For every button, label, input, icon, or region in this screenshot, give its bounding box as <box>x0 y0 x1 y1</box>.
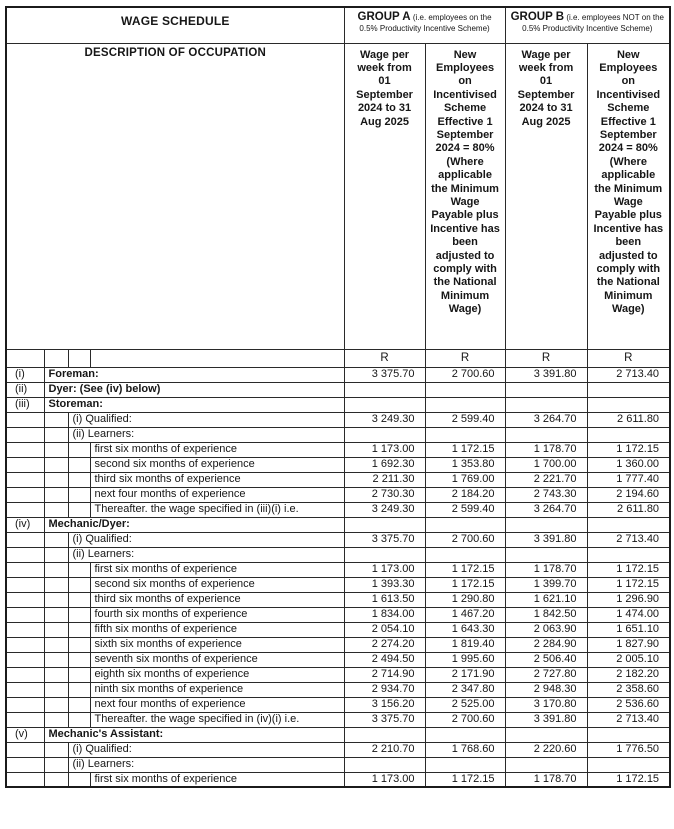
indent-cell <box>68 712 90 727</box>
wage-value <box>344 517 425 532</box>
wage-value: 1 842.50 <box>505 607 587 622</box>
wage-value: 2 714.90 <box>344 667 425 682</box>
occupation-label: first six months of experience <box>90 562 344 577</box>
wage-value: 2 506.40 <box>505 652 587 667</box>
wage-value: 2 347.80 <box>425 682 505 697</box>
wage-value: 1 621.10 <box>505 592 587 607</box>
occupation-label: first six months of experience <box>90 772 344 787</box>
indent-cell <box>68 472 90 487</box>
wage-value: 1 172.15 <box>587 772 670 787</box>
indent-cell <box>68 607 90 622</box>
occupation-label: second six months of experience <box>90 577 344 592</box>
wage-value: 1 173.00 <box>344 772 425 787</box>
wage-value: 1 399.70 <box>505 577 587 592</box>
wage-value: 2 054.10 <box>344 622 425 637</box>
row-number-cell: (ii) <box>6 382 44 397</box>
wage-value <box>587 547 670 562</box>
row-number-cell <box>6 667 44 682</box>
occupation-label: third six months of experience <box>90 472 344 487</box>
wage-value <box>425 757 505 772</box>
wage-value: 1 819.40 <box>425 637 505 652</box>
wage-value <box>344 397 425 412</box>
table-row <box>6 502 670 517</box>
occupation-label: (ii) Learners: <box>68 427 344 442</box>
wage-value: 1 613.50 <box>344 592 425 607</box>
indent-cell <box>44 442 68 457</box>
indent-cell <box>44 607 68 622</box>
wage-value: 2 730.30 <box>344 487 425 502</box>
wage-value <box>344 547 425 562</box>
currency-symbol: R <box>505 349 587 367</box>
indent-cell <box>68 487 90 502</box>
group-a-desc: (i.e. employees on the 0.5% Productivity Incentive Scheme) <box>359 13 492 33</box>
table-row <box>6 652 670 667</box>
row-number-cell <box>6 457 44 472</box>
wage-value: 3 391.80 <box>505 712 587 727</box>
currency-symbol: R <box>344 349 425 367</box>
group-a-name: GROUP A <box>357 11 411 23</box>
occupation-label: eighth six months of experience <box>90 667 344 682</box>
row-number-cell <box>6 607 44 622</box>
wage-value: 1 296.90 <box>587 592 670 607</box>
table-row <box>6 367 670 382</box>
wage-value: 2 934.70 <box>344 682 425 697</box>
row-number-cell <box>6 562 44 577</box>
occupation-label: Thereafter. the wage specified in (iii)(i) i.e. <box>90 502 344 517</box>
occupation-label: (i) Qualified: <box>68 412 344 427</box>
wage-value: 2 727.80 <box>505 667 587 682</box>
occupation-label: Dyer: (See (iv) below) <box>44 382 344 397</box>
wage-value: 1 360.00 <box>587 457 670 472</box>
wage-value: 1 353.80 <box>425 457 505 472</box>
indent-cell <box>44 472 68 487</box>
table-row <box>6 757 670 772</box>
wage-value <box>587 382 670 397</box>
occupation-label: (ii) Learners: <box>68 757 344 772</box>
row-number-cell: (iv) <box>6 517 44 532</box>
wage-value: 1 834.00 <box>344 607 425 622</box>
wage-value: 2 005.10 <box>587 652 670 667</box>
row-number-cell <box>6 532 44 547</box>
wage-value <box>344 757 425 772</box>
table-row <box>6 607 670 622</box>
wage-value: 2 599.40 <box>425 502 505 517</box>
indent-cell <box>44 562 68 577</box>
row-number-cell <box>6 472 44 487</box>
wage-schedule-table <box>5 6 671 788</box>
wage-value: 1 995.60 <box>425 652 505 667</box>
indent-cell <box>44 697 68 712</box>
row-number-cell <box>6 622 44 637</box>
row-number-cell <box>6 742 44 757</box>
wage-value: 1 768.60 <box>425 742 505 757</box>
occupation-label: ninth six months of experience <box>90 682 344 697</box>
indent-cell <box>44 412 68 427</box>
wage-value: 1 172.15 <box>425 562 505 577</box>
table-row <box>6 442 670 457</box>
wage-value: 2 358.60 <box>587 682 670 697</box>
wage-value <box>425 427 505 442</box>
wage-value <box>425 382 505 397</box>
row-number-cell <box>6 577 44 592</box>
wage-value: 2 194.60 <box>587 487 670 502</box>
table-row <box>6 682 670 697</box>
header-row-columns <box>6 43 670 349</box>
group-a-header <box>344 7 505 43</box>
indent-cell <box>44 622 68 637</box>
wage-value <box>587 757 670 772</box>
wage-value: 3 264.70 <box>505 412 587 427</box>
wage-value: 1 173.00 <box>344 562 425 577</box>
wage-value: 2 274.20 <box>344 637 425 652</box>
table-row <box>6 457 670 472</box>
wage-value: 2 525.00 <box>425 697 505 712</box>
group-a-new-employees-header: New Employees on Incentivised Scheme Effective 1 September 2024 = 80% (Where applicable the Minimum Wage Payable plus Incentive has been adjusted to comply with the National Minimum Wage) <box>425 43 505 349</box>
wage-value <box>425 397 505 412</box>
row-number-cell <box>6 592 44 607</box>
wage-value: 2 713.40 <box>587 712 670 727</box>
wage-value <box>344 427 425 442</box>
wage-value: 2 599.40 <box>425 412 505 427</box>
indent-cell <box>44 577 68 592</box>
occupation-label: fifth six months of experience <box>90 622 344 637</box>
group-b-wage-period-header: Wage per week from 01 September 2024 to 31 Aug 2025 <box>505 43 587 349</box>
occupation-label: Thereafter. the wage specified in (iv)(i) i.e. <box>90 712 344 727</box>
group-b-new-employees-header: New Employees on Incentivised Scheme Effective 1 September 2024 = 80% (Where applicable the Minimum Wage Payable plus Incentive has been adjusted to comply with the National Minimum Wage) <box>587 43 670 349</box>
indent-cell <box>68 697 90 712</box>
wage-value <box>344 727 425 742</box>
indent-cell <box>44 532 68 547</box>
wage-value <box>505 757 587 772</box>
currency-row <box>6 349 670 367</box>
indent-cell <box>68 457 90 472</box>
wage-value: 1 172.15 <box>425 442 505 457</box>
wage-value <box>587 427 670 442</box>
group-b-name: GROUP B <box>510 11 565 23</box>
wage-value: 3 156.20 <box>344 697 425 712</box>
wage-value: 2 284.90 <box>505 637 587 652</box>
wage-value: 2 221.70 <box>505 472 587 487</box>
wage-value: 2 743.30 <box>505 487 587 502</box>
wage-value <box>425 517 505 532</box>
table-row <box>6 532 670 547</box>
wage-value: 1 777.40 <box>587 472 670 487</box>
wage-value: 1 474.00 <box>587 607 670 622</box>
wage-value: 1 178.70 <box>505 562 587 577</box>
table-row <box>6 622 670 637</box>
currency-symbol: R <box>587 349 670 367</box>
row-number-cell <box>6 637 44 652</box>
wage-value: 3 391.80 <box>505 532 587 547</box>
currency-symbol: R <box>425 349 505 367</box>
row-number-cell <box>6 697 44 712</box>
occupation-label: Mechanic's Assistant: <box>44 727 344 742</box>
table-body <box>6 367 670 787</box>
wage-value <box>425 547 505 562</box>
wage-value <box>505 397 587 412</box>
wage-value: 1 467.20 <box>425 607 505 622</box>
table-row <box>6 472 670 487</box>
occupation-label: sixth six months of experience <box>90 637 344 652</box>
wage-value <box>505 517 587 532</box>
row-number-cell <box>6 712 44 727</box>
occupation-label: second six months of experience <box>90 457 344 472</box>
wage-value: 3 170.80 <box>505 697 587 712</box>
empty-cell <box>90 349 344 367</box>
description-of-occupation-header: DESCRIPTION OF OCCUPATION <box>6 43 344 349</box>
wage-value: 3 249.30 <box>344 412 425 427</box>
wage-value <box>425 727 505 742</box>
wage-value: 2 713.40 <box>587 532 670 547</box>
row-number-cell <box>6 757 44 772</box>
indent-cell <box>44 667 68 682</box>
wage-value: 1 172.15 <box>425 772 505 787</box>
wage-value: 1 178.70 <box>505 772 587 787</box>
indent-cell <box>44 457 68 472</box>
indent-cell <box>44 772 68 787</box>
empty-cell <box>44 349 68 367</box>
table-header <box>6 7 670 367</box>
indent-cell <box>68 562 90 577</box>
wage-value: 1 643.30 <box>425 622 505 637</box>
occupation-label: (ii) Learners: <box>68 547 344 562</box>
occupation-label: Foreman: <box>44 367 344 382</box>
wage-value: 2 182.20 <box>587 667 670 682</box>
wage-value: 3 249.30 <box>344 502 425 517</box>
wage-value <box>505 427 587 442</box>
wage-value: 3 375.70 <box>344 712 425 727</box>
wage-value: 1 776.50 <box>587 742 670 757</box>
indent-cell <box>68 667 90 682</box>
occupation-label: third six months of experience <box>90 592 344 607</box>
indent-cell <box>68 577 90 592</box>
occupation-label: first six months of experience <box>90 442 344 457</box>
occupation-label: Mechanic/Dyer: <box>44 517 344 532</box>
wage-value <box>505 547 587 562</box>
wage-value: 2 171.90 <box>425 667 505 682</box>
table-row <box>6 592 670 607</box>
wage-value: 3 375.70 <box>344 367 425 382</box>
wage-value: 2 494.50 <box>344 652 425 667</box>
wage-value <box>505 382 587 397</box>
wage-value: 2 713.40 <box>587 367 670 382</box>
wage-value: 2 700.60 <box>425 532 505 547</box>
table-row <box>6 562 670 577</box>
table-row <box>6 772 670 787</box>
indent-cell <box>68 637 90 652</box>
occupation-label: seventh six months of experience <box>90 652 344 667</box>
indent-cell <box>68 592 90 607</box>
wage-value: 1 827.90 <box>587 637 670 652</box>
indent-cell <box>44 427 68 442</box>
wage-value: 2 611.80 <box>587 412 670 427</box>
row-number-cell <box>6 547 44 562</box>
row-number-cell: (iii) <box>6 397 44 412</box>
wage-value: 1 178.70 <box>505 442 587 457</box>
occupation-label: next four months of experience <box>90 697 344 712</box>
wage-value: 2 700.60 <box>425 712 505 727</box>
table-row <box>6 427 670 442</box>
group-a-wage-period-header: Wage per week from 01 September 2024 to 31 Aug 2025 <box>344 43 425 349</box>
wage-value: 1 651.10 <box>587 622 670 637</box>
row-number-cell <box>6 427 44 442</box>
indent-cell <box>68 652 90 667</box>
wage-value: 1 172.15 <box>587 442 670 457</box>
wage-value <box>587 727 670 742</box>
wage-value: 1 172.15 <box>587 577 670 592</box>
wage-value: 1 692.30 <box>344 457 425 472</box>
row-number-cell <box>6 487 44 502</box>
table-row <box>6 517 670 532</box>
wage-value: 3 391.80 <box>505 367 587 382</box>
empty-cell <box>68 349 90 367</box>
wage-value: 3 375.70 <box>344 532 425 547</box>
wage-value: 1 769.00 <box>425 472 505 487</box>
empty-cell <box>6 349 44 367</box>
wage-value: 1 172.15 <box>587 562 670 577</box>
indent-cell <box>44 682 68 697</box>
wage-value <box>505 727 587 742</box>
indent-cell <box>44 652 68 667</box>
table-row <box>6 412 670 427</box>
table-row <box>6 712 670 727</box>
wage-value <box>587 397 670 412</box>
occupation-label: (i) Qualified: <box>68 532 344 547</box>
row-number-cell: (v) <box>6 727 44 742</box>
wage-value: 1 700.00 <box>505 457 587 472</box>
indent-cell <box>44 712 68 727</box>
indent-cell <box>44 487 68 502</box>
occupation-label: next four months of experience <box>90 487 344 502</box>
table-row <box>6 637 670 652</box>
wage-value: 2 611.80 <box>587 502 670 517</box>
indent-cell <box>44 742 68 757</box>
group-b-desc: (i.e. employees NOT on the 0.5% Productivity Incentive Scheme) <box>522 13 664 33</box>
indent-cell <box>68 772 90 787</box>
table-row <box>6 727 670 742</box>
table-row <box>6 577 670 592</box>
wage-value: 2 063.90 <box>505 622 587 637</box>
wage-value: 2 211.30 <box>344 472 425 487</box>
row-number-cell <box>6 442 44 457</box>
row-number-cell <box>6 412 44 427</box>
wage-value: 2 948.30 <box>505 682 587 697</box>
wage-value: 1 290.80 <box>425 592 505 607</box>
wage-value: 1 393.30 <box>344 577 425 592</box>
indent-cell <box>68 502 90 517</box>
row-number-cell <box>6 652 44 667</box>
indent-cell <box>44 637 68 652</box>
occupation-label: fourth six months of experience <box>90 607 344 622</box>
table-row <box>6 547 670 562</box>
table-row <box>6 667 670 682</box>
table-row <box>6 742 670 757</box>
wage-value: 2 536.60 <box>587 697 670 712</box>
indent-cell <box>44 502 68 517</box>
row-number-cell <box>6 502 44 517</box>
occupation-label: Storeman: <box>44 397 344 412</box>
indent-cell <box>68 442 90 457</box>
group-b-header <box>505 7 670 43</box>
wage-value: 2 210.70 <box>344 742 425 757</box>
wage-value <box>344 382 425 397</box>
wage-value: 1 172.15 <box>425 577 505 592</box>
wage-value: 3 264.70 <box>505 502 587 517</box>
table-row <box>6 382 670 397</box>
indent-cell <box>44 592 68 607</box>
indent-cell <box>68 682 90 697</box>
indent-cell <box>68 622 90 637</box>
header-row-groups <box>6 7 670 43</box>
wage-value: 1 173.00 <box>344 442 425 457</box>
wage-schedule-title: WAGE SCHEDULE <box>6 7 344 43</box>
table-row <box>6 397 670 412</box>
table-row <box>6 487 670 502</box>
wage-value: 2 184.20 <box>425 487 505 502</box>
table-row <box>6 697 670 712</box>
occupation-label: (i) Qualified: <box>68 742 344 757</box>
indent-cell <box>44 757 68 772</box>
indent-cell <box>44 547 68 562</box>
wage-value: 2 220.60 <box>505 742 587 757</box>
row-number-cell <box>6 772 44 787</box>
wage-value <box>587 517 670 532</box>
row-number-cell: (i) <box>6 367 44 382</box>
row-number-cell <box>6 682 44 697</box>
wage-value: 2 700.60 <box>425 367 505 382</box>
